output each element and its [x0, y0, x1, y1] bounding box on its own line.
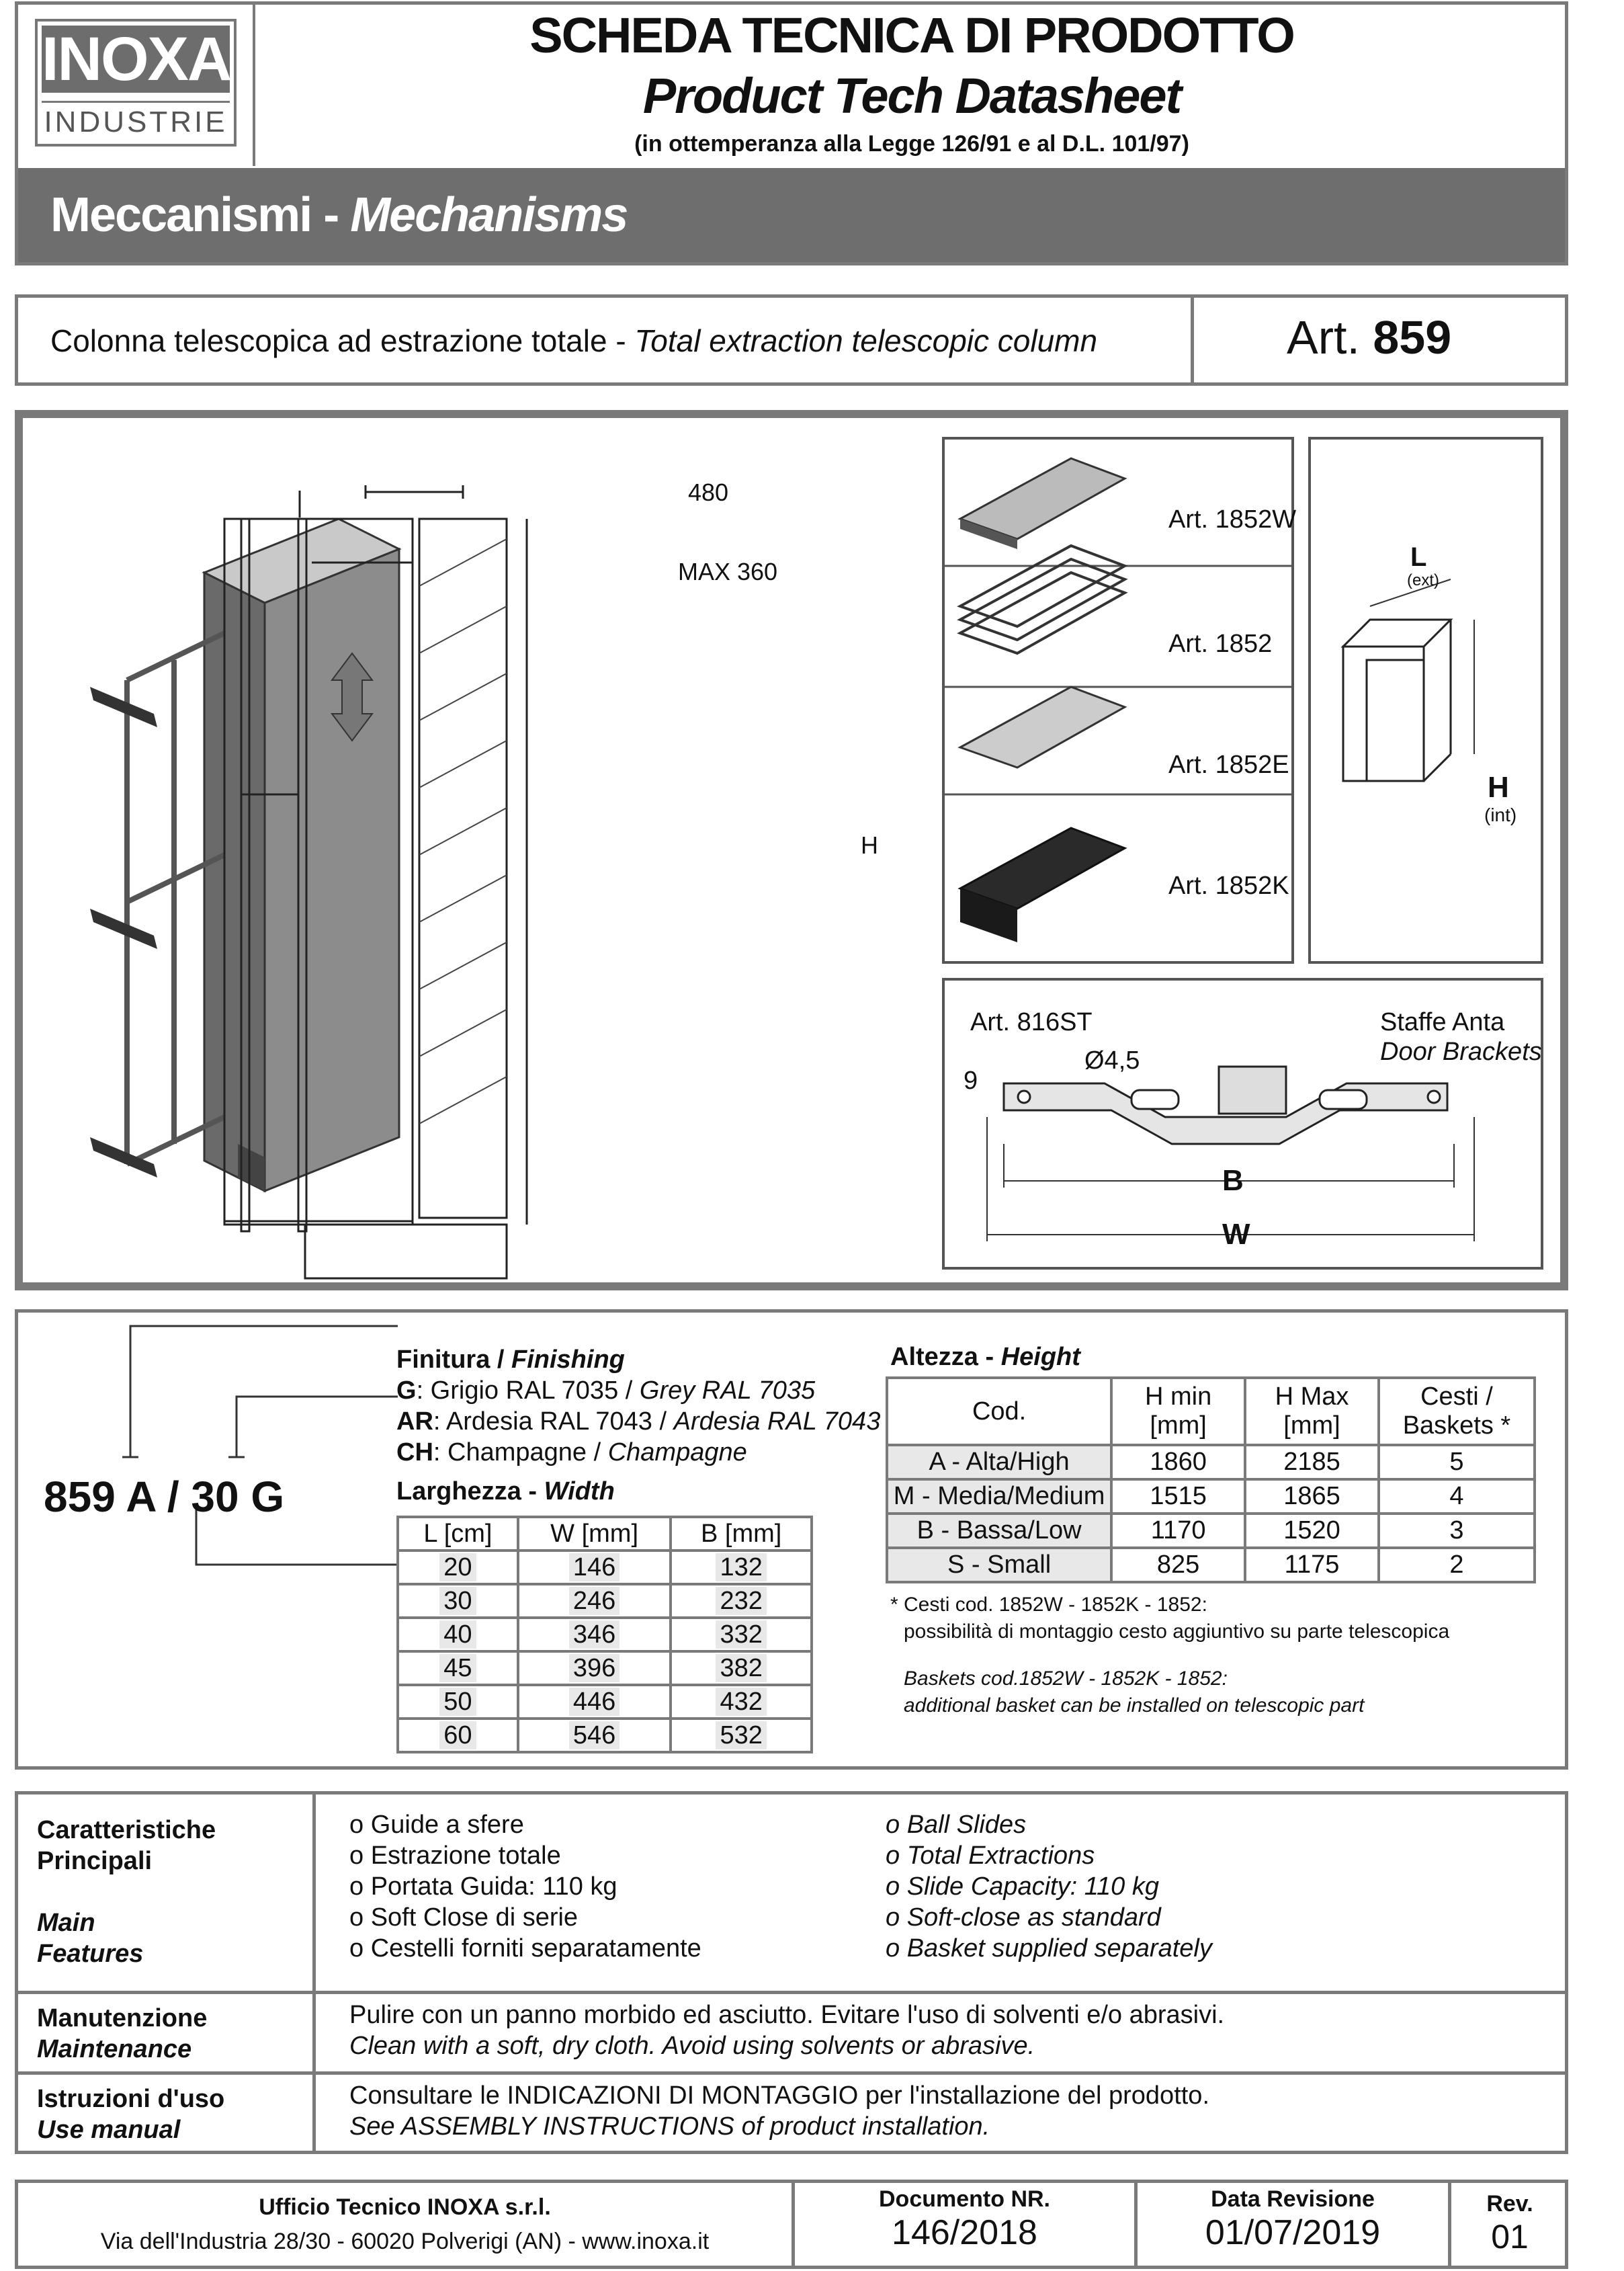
table-row — [398, 1584, 812, 1618]
isometric-cabinet-illustration — [90, 519, 399, 1191]
label-art-1852: Art. 1852 — [1168, 630, 1273, 658]
col-header-line: H min — [1144, 1382, 1212, 1411]
cell: 60 — [439, 1721, 476, 1749]
cell: 1520 — [1245, 1514, 1379, 1548]
footer-date-label: Data Revisione — [1211, 2186, 1375, 2212]
footer-rev-value: 01 — [1491, 2218, 1529, 2256]
list-item: o Ball Slides — [886, 1811, 1027, 1839]
use-manual-text — [349, 2080, 1209, 2142]
note-it-line: * Cesti cod. 1852W - 1852K - 1852: — [890, 1594, 1207, 1616]
footer-office-block — [18, 2194, 792, 2255]
finish-en: Ardesia RAL 7043 — [673, 1407, 881, 1436]
bracket-title-italian: Staffe Anta — [1380, 1008, 1505, 1036]
table-row — [887, 1445, 1535, 1479]
maintenance-label — [37, 2003, 207, 2065]
height-heading — [890, 1343, 1080, 1372]
cell: 2 — [1379, 1548, 1535, 1582]
inoxa-logo — [35, 19, 237, 147]
cell: 5 — [1379, 1445, 1535, 1479]
bracket-art: Art. 816ST — [970, 1008, 1093, 1036]
bracket-dim-b: B — [1222, 1164, 1244, 1197]
col-header: L [cm] — [398, 1517, 518, 1551]
cell: 45 — [439, 1654, 476, 1682]
finish-it: : Grigio RAL 7035 / — [416, 1376, 640, 1405]
col-header: B [mm] — [671, 1517, 812, 1551]
width-heading — [396, 1476, 880, 1507]
col-header — [1245, 1378, 1379, 1445]
cab-dim-h-sub: (int) — [1484, 804, 1517, 825]
table-row — [398, 1618, 812, 1651]
cell: 1860 — [1111, 1445, 1245, 1479]
cell: 546 — [569, 1721, 619, 1749]
baskets-note — [890, 1592, 1449, 1719]
finish-row — [396, 1406, 880, 1437]
list-item: o Portata Guida: 110 kg — [349, 1872, 617, 1901]
note-en-line: Baskets cod.1852W - 1852K - 1852: — [904, 1667, 1228, 1690]
footer-doc-label: Documento NR. — [879, 2186, 1050, 2212]
label-art-1852e: Art. 1852E — [1168, 751, 1289, 779]
width-table-header — [398, 1517, 812, 1551]
cell: 346 — [569, 1620, 619, 1649]
product-description — [50, 323, 1097, 359]
col-header — [1111, 1378, 1245, 1445]
title-italian: SCHEDA TECNICA DI PRODOTTO — [529, 7, 1294, 63]
cell: M - Media/Medium — [887, 1479, 1111, 1514]
divider — [15, 2071, 1568, 2075]
text-line: See ASSEMBLY INSTRUCTIONS of product installation. — [349, 2112, 990, 2141]
col-header-line: [mm] — [1283, 1411, 1340, 1440]
cell: S - Small — [887, 1548, 1111, 1582]
label-line: Manutenzione — [37, 2004, 208, 2032]
cell: 3 — [1379, 1514, 1535, 1548]
width-heading-it: Larghezza - — [396, 1477, 544, 1505]
note-en-line: additional basket can be installed on telescopic part — [904, 1694, 1365, 1717]
cell: 20 — [439, 1553, 476, 1581]
category-english: Mechanisms — [350, 188, 628, 242]
product-desc-english: Total extraction telescopic column — [634, 323, 1098, 358]
cell: 532 — [716, 1721, 766, 1749]
col-header-line: [mm] — [1150, 1411, 1207, 1440]
label-line: Maintenance — [37, 2035, 192, 2063]
footer-office: Ufficio Tecnico INOXA s.r.l. — [259, 2194, 551, 2220]
legal-note: (in ottemperanza alla Legge 126/91 e al D.L. 101/97) — [634, 131, 1189, 157]
cell: 432 — [716, 1688, 766, 1716]
cell: 446 — [569, 1688, 619, 1716]
article-prefix: Art. — [1287, 311, 1373, 364]
category-bar — [18, 168, 1565, 262]
title-english: Product Tech Datasheet — [642, 68, 1181, 124]
finish-it: : Ardesia RAL 7043 / — [433, 1407, 674, 1436]
cell: 4 — [1379, 1479, 1535, 1514]
cell: 40 — [439, 1620, 476, 1649]
text-line: Pulire con un panno morbido ed asciutto. Evitare l'uso di solventi e/o abrasivi. — [349, 2001, 1225, 2029]
footer-doc-value: 146/2018 — [892, 2213, 1037, 2252]
divider — [15, 1991, 1568, 1994]
cell: 396 — [569, 1654, 619, 1682]
table-row — [398, 1651, 812, 1685]
finish-it: : Champagne / — [433, 1438, 608, 1467]
cell: 382 — [716, 1654, 766, 1682]
table-row — [398, 1551, 812, 1584]
finish-row — [396, 1437, 880, 1468]
code-leader-lines — [15, 1309, 418, 1578]
height-table-header — [887, 1378, 1535, 1445]
col-header: Cod. — [887, 1378, 1111, 1445]
category-italian: Meccanismi - — [50, 188, 351, 242]
col-header: W [mm] — [518, 1517, 671, 1551]
finishing-heading-it: Finitura / — [396, 1346, 511, 1374]
finish-code: AR — [396, 1407, 433, 1436]
cell: 30 — [439, 1587, 476, 1615]
cell: 332 — [716, 1620, 766, 1649]
cab-dim-l-sub: (ext) — [1407, 571, 1439, 589]
cell: A - Alta/High — [887, 1445, 1111, 1479]
footer-document-block — [795, 2186, 1134, 2253]
list-item: o Soft-close as standard — [886, 1903, 1161, 1932]
finish-en: Champagne — [607, 1438, 747, 1467]
list-item: o Slide Capacity: 110 kg — [886, 1872, 1159, 1901]
dim-h: H — [861, 831, 878, 859]
footer-date-block — [1138, 2186, 1448, 2253]
cell: 1170 — [1111, 1514, 1245, 1548]
bracket-hole: Ø4,5 — [1084, 1046, 1140, 1075]
label-line: Principali — [37, 1847, 153, 1875]
finish-code: CH — [396, 1438, 433, 1467]
cell: 246 — [569, 1587, 619, 1615]
article-code: 859 — [1373, 311, 1452, 364]
height-table — [886, 1376, 1536, 1583]
cell: 1175 — [1245, 1548, 1379, 1582]
logo-subtitle: INDUSTRIE — [42, 101, 230, 140]
list-item: o Estrazione totale — [349, 1842, 561, 1870]
label-art-1852w: Art. 1852W — [1168, 505, 1297, 534]
dim-480: 480 — [688, 479, 729, 506]
cab-dim-h: H — [1488, 771, 1509, 804]
table-row — [887, 1479, 1535, 1514]
table-row — [887, 1548, 1535, 1582]
cell: 146 — [569, 1553, 619, 1581]
finish-code: G — [396, 1376, 417, 1405]
cell: 50 — [439, 1688, 476, 1716]
label-line: Features — [37, 1940, 144, 1968]
footer-date-value: 01/07/2019 — [1205, 2213, 1381, 2252]
footer-address: Via dell'Industria 28/30 - 60020 Polverigi (AN) - www.inoxa.it — [100, 2229, 710, 2254]
features-list-italian — [349, 1809, 701, 1964]
footer-rev-label: Rev. — [1486, 2191, 1533, 2217]
cell: 132 — [716, 1553, 766, 1581]
width-heading-en: Width — [544, 1477, 615, 1505]
bracket-9: 9 — [964, 1067, 978, 1095]
cell: 1865 — [1245, 1479, 1379, 1514]
cell: 1515 — [1111, 1479, 1245, 1514]
col-header-line: Baskets * — [1402, 1411, 1511, 1440]
product-code: 859 A / 30 G — [44, 1473, 285, 1521]
table-row — [398, 1685, 812, 1719]
cab-dim-l: L — [1410, 542, 1427, 572]
table-row — [887, 1514, 1535, 1548]
height-heading-en: Height — [1000, 1343, 1080, 1371]
maintenance-text — [349, 1999, 1224, 2061]
finish-en: Grey RAL 7035 — [639, 1376, 816, 1405]
logo-wordmark: INOXA — [42, 25, 231, 93]
finishing-block — [396, 1344, 880, 1507]
finishing-heading — [396, 1344, 880, 1375]
text-line: Consultare le INDICAZIONI DI MONTAGGIO per l'installazione del prodotto. — [349, 2081, 1209, 2110]
label-line: Main — [37, 1909, 95, 1937]
article-number — [1287, 311, 1451, 364]
list-item: o Total Extractions — [886, 1842, 1095, 1870]
col-header-line: Cesti / — [1420, 1382, 1493, 1411]
main-features-label — [37, 1815, 216, 1969]
col-header — [1379, 1378, 1535, 1445]
list-item: o Cestelli forniti separatamente — [349, 1934, 701, 1963]
table-row — [398, 1719, 812, 1752]
cell: 2185 — [1245, 1445, 1379, 1479]
bracket-title-english: Door Brackets — [1380, 1038, 1542, 1066]
finishing-heading-en: Finishing — [511, 1346, 625, 1374]
dim-max-360: MAX 360 — [678, 558, 778, 585]
features-list-english — [886, 1809, 1212, 1964]
width-table — [396, 1516, 813, 1753]
use-manual-label — [37, 2083, 224, 2145]
list-item: o Guide a sfere — [349, 1811, 524, 1839]
col-header-line: H Max — [1275, 1382, 1349, 1411]
list-item: o Soft Close di serie — [349, 1903, 579, 1932]
finish-row — [396, 1375, 880, 1406]
divider — [1191, 296, 1194, 384]
note-it-line: possibilità di montaggio cesto aggiuntivo su parte telescopica — [904, 1620, 1450, 1643]
cell: 825 — [1111, 1548, 1245, 1582]
list-item: o Basket supplied separately — [886, 1934, 1212, 1963]
bracket-dim-w: W — [1222, 1218, 1250, 1251]
technical-drawing-panel — [15, 410, 1568, 1290]
text-line: Clean with a soft, dry cloth. Avoid using solvents or abrasive. — [349, 2032, 1035, 2060]
product-desc-italian: Colonna telescopica ad estrazione totale - — [50, 323, 635, 358]
label-line: Istruzioni d'uso — [37, 2085, 225, 2113]
height-heading-it: Altezza - — [890, 1343, 1001, 1371]
label-line: Use manual — [37, 2116, 181, 2144]
divider — [312, 1791, 316, 2154]
footer-rev-block — [1451, 2191, 1568, 2256]
cell: 232 — [716, 1587, 766, 1615]
cell: B - Bassa/Low — [887, 1514, 1111, 1548]
label-line: Caratteristiche — [37, 1816, 216, 1844]
label-art-1852k: Art. 1852K — [1168, 872, 1289, 900]
technical-drawing — [23, 418, 1560, 1282]
cabinet-frame — [1310, 438, 1542, 962]
